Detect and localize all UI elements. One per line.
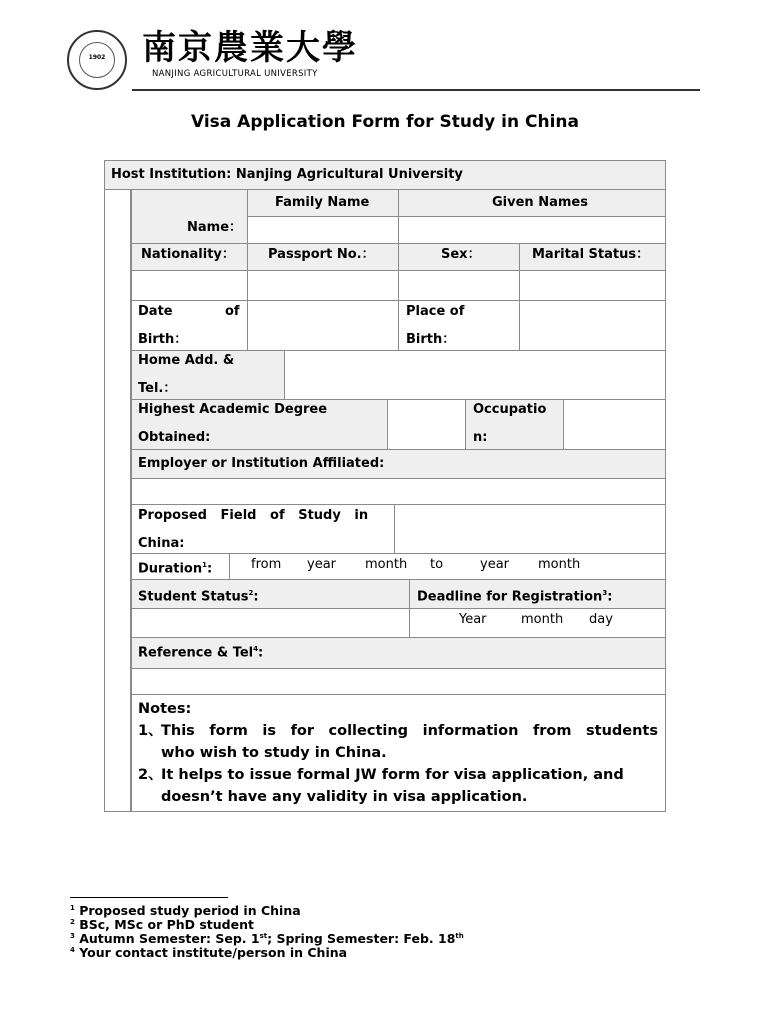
deadline-colon: : [607, 589, 613, 605]
employer-label: Employer or Institution Affiliated: [138, 456, 385, 471]
marital-status-field[interactable] [519, 270, 666, 301]
footnote-3-text-a: Autumn Semester: Sep. 1 [79, 931, 260, 947]
marital-status-label: Marital Status： [532, 247, 650, 262]
footnote-3-sup-st: st [259, 932, 268, 940]
duration-from-month: month [365, 557, 408, 572]
reference-label [138, 635, 263, 667]
duration-field[interactable] [229, 553, 666, 580]
dob-field[interactable] [247, 300, 399, 351]
student-status-label [138, 579, 259, 611]
reference-footnote-ref: 4 [253, 645, 258, 653]
passport-no-field[interactable] [247, 270, 399, 301]
duration-from-year: year [307, 557, 337, 572]
note-2-number: 2、 [138, 767, 163, 783]
duration-to-year: year [480, 557, 510, 572]
student-status-field[interactable] [131, 608, 410, 638]
duration-from: from [251, 557, 282, 572]
left-margin-column [104, 189, 131, 812]
student-status-colon: : [253, 589, 259, 605]
note-1-line2: who wish to study in China. [161, 745, 387, 761]
occupation-label-line2: n: [473, 430, 488, 445]
notes-heading: Notes: [138, 701, 192, 717]
given-names-field[interactable] [398, 216, 666, 244]
employer-field[interactable] [131, 478, 666, 505]
nationality-field[interactable] [131, 270, 248, 301]
deadline-label [417, 579, 612, 611]
duration-to-month: month [538, 557, 581, 572]
deadline-footnote-ref: 3 [602, 589, 608, 597]
home-address-label-line1: Home Add. & [138, 353, 235, 368]
duration-colon: : [206, 561, 213, 577]
footnote-4 [70, 943, 347, 961]
nationality-label: Nationality： [141, 247, 235, 262]
proposed-field-label-line2: China: [138, 536, 185, 551]
duration-label-text: Duration [138, 561, 203, 577]
seal-year: 1902 [88, 54, 106, 61]
occupation-field[interactable] [563, 399, 666, 450]
deadline-label-text: Deadline for Registration [417, 589, 603, 605]
home-address-label-line2: Tel.： [138, 381, 177, 396]
note-1-line1: This form is for collecting information from students [161, 723, 658, 739]
footnote-4-text: Your contact institute/person in China [79, 945, 348, 961]
degree-label-line1: Highest Academic Degree [138, 402, 328, 417]
reference-colon: : [257, 645, 264, 661]
sex-field[interactable] [398, 270, 520, 301]
footnote-3-number: 3 [70, 932, 75, 940]
proposed-field-label-line1: Proposed Field of Study in [138, 508, 369, 523]
footnote-3-text-b: ; Spring Semester: Feb. 18 [267, 931, 456, 947]
deadline-day: day [589, 612, 613, 627]
dob-label-word-date: Date [138, 304, 173, 319]
university-name-english: NANJING AGRICULTURAL UNIVERSITY [152, 69, 318, 79]
duration-to: to [430, 557, 444, 572]
university-seal [67, 30, 127, 90]
host-institution-label: Host Institution: Nanjing Agricultural University [111, 167, 463, 182]
student-status-footnote-ref: 2 [248, 589, 254, 597]
footnote-2-text: BSc, MSc or PhD student [79, 917, 254, 933]
occupation-label-line1: Occupatio [473, 402, 547, 417]
deadline-year: Year [459, 612, 487, 627]
family-name-label: Family Name [275, 195, 370, 210]
pob-label-line1: Place of [406, 304, 465, 319]
reference-field[interactable] [131, 668, 666, 695]
degree-field[interactable] [387, 399, 466, 450]
degree-label-line2: Obtained: [138, 430, 211, 445]
reference-label-text: Reference & Tel [138, 645, 254, 661]
proposed-field-input[interactable] [394, 504, 666, 554]
footnote-2-number: 2 [70, 918, 75, 926]
given-names-label: Given Names [492, 195, 588, 210]
student-status-label-text: Student Status [138, 589, 249, 605]
note-2-line2: doesn’t have any validity in visa application. [161, 789, 528, 805]
university-name-chinese: 南京農業大學 [142, 28, 358, 68]
passport-no-label: Passport No.： [268, 247, 375, 262]
footnote-4-number: 4 [70, 946, 75, 954]
footnote-separator [70, 897, 228, 898]
family-name-field[interactable] [247, 216, 399, 244]
note-2-line1: It helps to issue formal JW form for visa application, and [161, 767, 624, 783]
home-address-field[interactable] [284, 350, 666, 400]
pob-field[interactable] [519, 300, 666, 351]
footnote-1-text: Proposed study period in China [79, 903, 301, 919]
deadline-month: month [521, 612, 564, 627]
dob-label-word-of: of [225, 304, 240, 319]
page-title: Visa Application Form for Study in China [190, 112, 579, 132]
dob-label-word-birth: Birth： [138, 332, 188, 347]
footnote-1-number: 1 [70, 904, 75, 912]
duration-footnote-ref: 1 [202, 561, 207, 569]
name-label: Name： [187, 220, 243, 235]
header-divider [132, 89, 700, 91]
note-1-number: 1、 [138, 723, 163, 739]
footnote-3-sup-th: th [455, 932, 464, 940]
sex-label: Sex： [441, 247, 481, 262]
pob-label-line2: Birth： [406, 332, 456, 347]
